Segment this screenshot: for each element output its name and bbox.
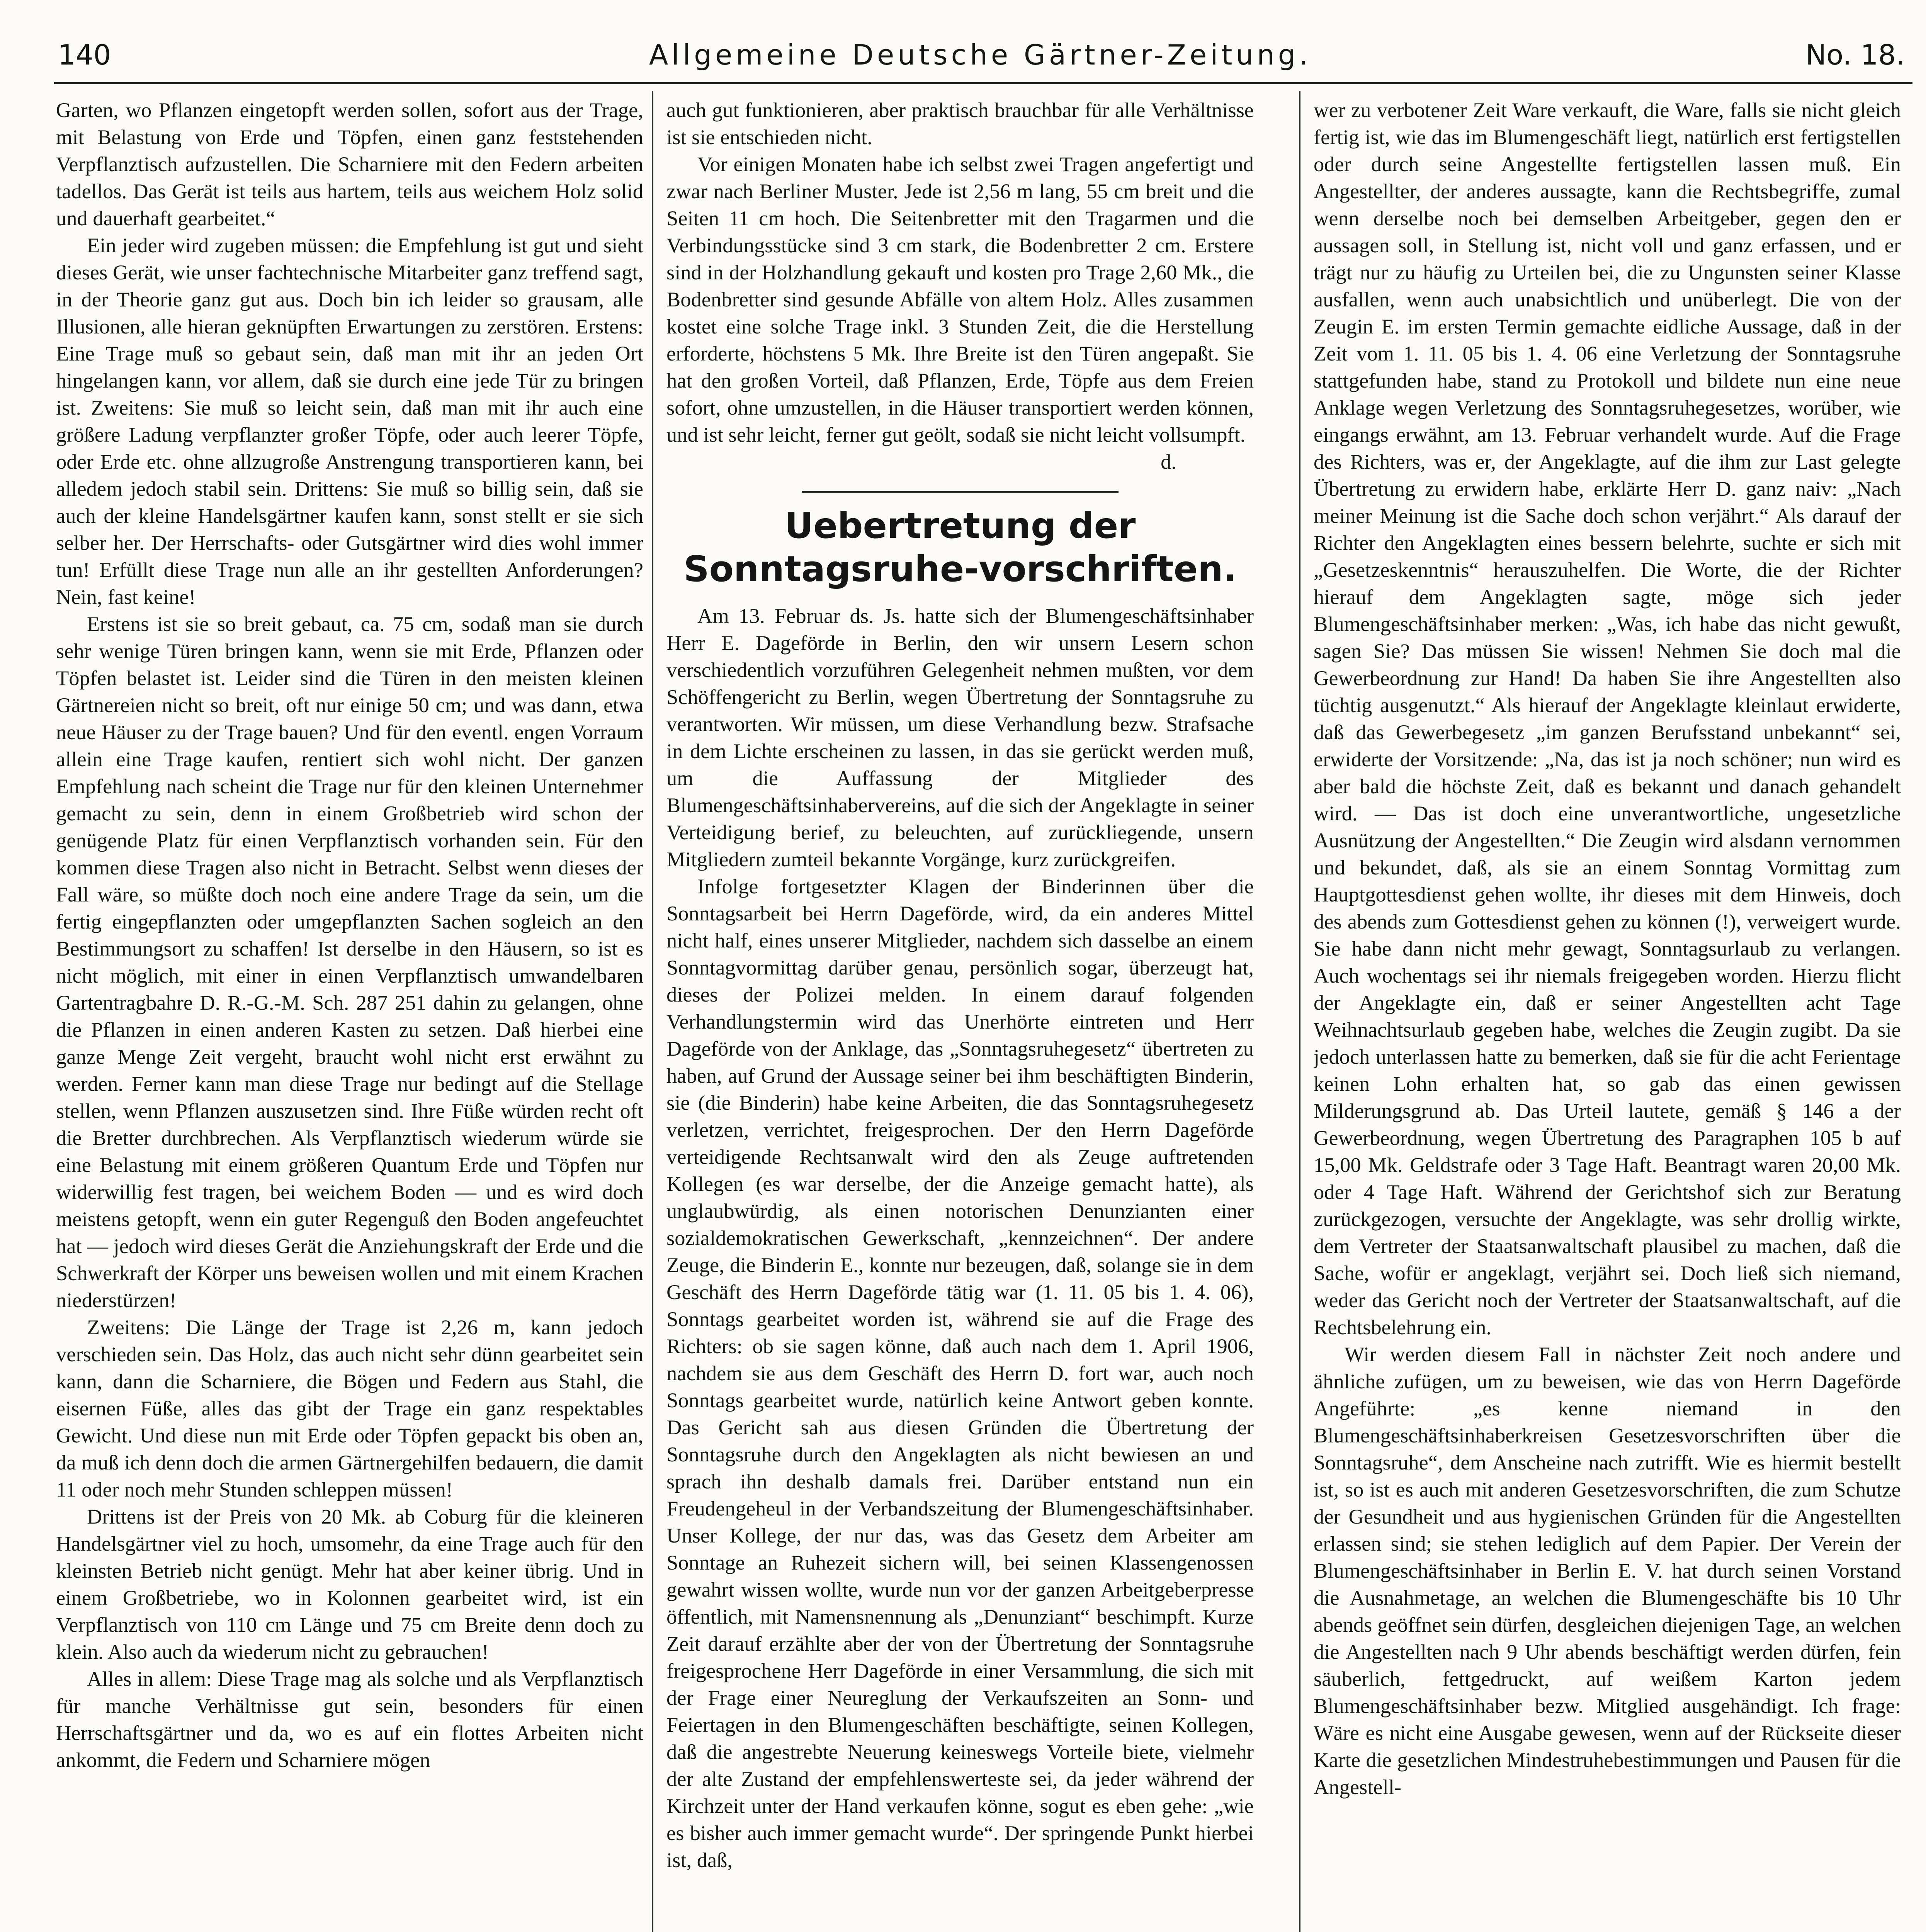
paragraph: Drittens ist der Preis von 20 Mk. ab Coburg für die kleineren Handelsgärtner viel zu hoch, umsomehr, da eine Trage auch für den kleinsten Betrieb nicht genügt. Mehr hat aber keiner übrig. Und in einem Großbetriebe, wo in Kolonnen gearbeitet wird, ist ein Verpflanztisch von 110 cm Länge und 75 cm Breite denn doch zu klein. Also auch da wiederum nicht zu gebrauchen! bbox=[56, 1505, 643, 1663]
issue-number: No. 18. bbox=[1805, 39, 1905, 71]
column-2 bbox=[666, 97, 1254, 1932]
paragraph: Vor einigen Monaten habe ich selbst zwei Tragen angefertigt und zwar nach Berliner Muster. Jede ist 2,56 m lang, 55 cm breit und die Seiten 11 cm hoch. Die Seitenbretter mit den Tragarmen und die Verbindungsstücke sind 3 cm stark, die Bodenbretter 2 cm. Erstere sind in der Holzhandlung gekauft und kosten pro Trage 2,60 Mk., die Bodenbretter sind gesunde Abfälle von altem Holz. Alles zusammen kostet eine solche Trage inkl. 3 Stunden Zeit, die die Herstellung erforderte, höchstens 5 Mk. Ihre Breite ist den Türen angepaßt. Sie hat den großen Vorteil, daß Pflanzen, Erde, Töpfe aus dem Freien sofort, ohne umzustellen, in die Häuser transportiert werden können, und ist sehr leicht, ferner gut geölt, sodaß sie nicht leicht vollsumpft. bbox=[666, 152, 1254, 446]
column-divider-right bbox=[1299, 91, 1300, 1932]
paragraph: Alles in allem: Diese Trage mag als solche und als Verpflanztisch für manche Verhältnisse gut sein, besonders für einen Herrschaftsgärtner und da, wo es auf ein flottes Arbeiten nicht ankommt, die Federn und Scharniere mögen bbox=[56, 1667, 643, 1772]
paragraph: auch gut funktionieren, aber praktisch brauchbar für alle Verhältnisse ist sie entschieden nicht. bbox=[666, 98, 1254, 149]
column-1 bbox=[56, 97, 643, 1932]
header-rule bbox=[54, 82, 1912, 84]
paragraph: Zweitens: Die Länge der Trage ist 2,26 m, kann jedoch verschieden sein. Das Holz, das auch nicht sehr dünn gearbeitet sein kann, dann die Scharniere, die Bögen und Federn aus Stahl, die eisernen Füße, alles das gibt der Trage ein ganz respektables Gewicht. Und diese nun mit Erde oder Töpfen gepackt bis oben an, da muß ich denn doch die armen Gärtnergehilfen bedauern, die damit 11 oder noch mehr Stunden schleppen müssen! bbox=[56, 1315, 643, 1501]
column-3 bbox=[1314, 97, 1901, 1932]
page-header bbox=[54, 23, 1912, 81]
paragraph: wer zu verbotener Zeit Ware verkauft, die Ware, falls sie nicht gleich fertig ist, wie das im Blumengeschäft liegt, natürlich erst fertigstellen oder durch seine Angestellte fertigstellen lassen muß. Ein Angestellter, der anderes aussagte, kann die Rechtsbegriffe, zumal wenn derselbe noch bei demselben Arbeitgeber, gegen den er aussagen soll, in Stellung ist, nicht voll und ganz erfassen, und er trägt nur zu häufig zu Urteilen bei, die zu Ungunsten seiner Klasse ausfallen, wenn auch unabsichtlich und unüberlegt. Die von der Zeugin E. im ersten Termin gemachte eidliche Aussage, daß in der Zeit vom 1. 11. 05 bis 1. 4. 06 eine Verletzung der Sonntagsruhe stattgefunden habe, stand zu Protokoll und bildete nun eine neue Anklage wegen Verletzung des Sonntagsruhegesetzes, worüber, wie eingangs erwähnt, am 13. Februar verhandelt wurde. Auf die Frage des Richters, was er, der Angeklagte, auf die ihm zur Last gelegte Übertretung zu erwidern habe, erklärte Herr D. ganz naiv: „Nach meiner Meinung ist die Sache doch schon verjährt.“ Als darauf der Richter den Angeklagten eines bessern belehrte, suchte er sich mit „Gesetzeskenntnis“ herauszuhelfen. Die Worte, die der Richter hierauf dem Angeklagten sagte, möge sich jeder Blumengeschäftsinhaber merken: „Was, ich habe das nicht gewußt, sagen Sie? Das müssen Sie wissen! Nehmen Sie doch mal die Gewerbeordnung zur Hand! Da haben Sie ihre Angestellten also tüchtig ausgenutzt.“ Als hierauf der Angeklagte kleinlaut erwiderte, daß das Gewerbegesetz „im ganzen Berufsstand unbekannt“ sei, erwiderte der Vorsitzende: „Na, das ist ja noch schöner; nun wird es aber bald die höchste Zeit, daß es bekannt und danach gehandelt wird. — Das ist doch eine unverantwortliche, ungesetzliche Ausnützung der Angestellten.“ Die Zeugin wird alsdann vernommen und bekundet, daß, als sie an einem Sonntag Vormittag zum Hauptgottesdienst gehen wollte, ihr dieses mit dem Hinweis, doch des abends zum Gottesdienst gehen zu können (!), verweigert wurde. Sie habe dann nicht mehr gewagt, Sonntagsurlaub zu verlangen. Auch wochentags sei ihr niemals freigegeben worden. Hierzu flicht der Angeklagte ein, daß er seiner Angestellten acht Tage Weihnachtsurlaub gegeben habe, welches die Zeugin zugibt. Da sie jedoch unterlassen hatte zu bemerken, daß sie für die acht Ferientage keinen Lohn erhalten hat, so gab das einen gewissen Milderungsgrund ab. Das Urteil lautete, gemäß § 146 a der Gewerbeordnung, wegen Übertretung des Paragraphen 105 b auf 15,00 Mk. Geldstrafe oder 3 Tage Haft. Beantragt waren 20,00 Mk. oder 4 Tage Haft. Während der Gerichtshof sich zur Beratung zurückgezogen, versuchte der Angeklagte, was sehr drollig wirkte, dem Vertreter der Staatsanwaltschaft plausibel zu machen, daß die Sache, wofür er angeklagt, verjährt sei. Doch ließ sich niemand, weder das Gericht noch der Vertreter der Staatsanwaltschaft, auf die Rechtsbelehrung ein. bbox=[1314, 98, 1901, 1339]
paragraph: Garten, wo Pflanzen eingetopft werden sollen, sofort aus der Trage, mit Belastung von Erde und Töpfen, einen ganz feststehenden Verpflanztisch aufzustellen. Die Scharniere mit den Federn arbeiten tadellos. Das Gerät ist teils aus hartem, teils aus weichem Holz solid und dauerhaft gearbeitet.“ bbox=[56, 98, 643, 230]
newspaper-title: Allgemeine Deutsche Gärtner-Zeitung. bbox=[649, 39, 1312, 71]
paragraph: Am 13. Februar ds. Js. hatte sich der Blumengeschäftsinhaber Herr E. Dageförde in Berlin, den wir unsern Lesern schon verschiedentlich vorzuführen Gelegenheit nehmen mußten, vor dem Schöffengericht zu Berlin, wegen Übertretung der Sonntagsruhe zu verantworten. Wir müssen, um diese Verhandlung bezw. Strafsache in dem Lichte erscheinen zu lassen, in das sie gerückt werden muß, um die Auffassung der Mitglieder des Blumengeschäftsinhabervereins, auf die sich der Angeklagte in seiner Verteidigung berief, zu beleuchten, auf zurückliegende, unsern Mitgliedern zumteil bekannte Vorgänge, kurz zurückgreifen. bbox=[666, 604, 1254, 871]
author-signature: d. bbox=[1161, 450, 1176, 473]
paragraph: Ein jeder wird zugeben müssen: die Empfehlung ist gut und sieht dieses Gerät, wie unser fachtechnische Mitarbeiter ganz treffend sagt, in der Theorie ganz gut aus. Doch bin ich leider so grausam, alle Illusionen, alle hieran geknüpften Erwartungen zu zerstören. Erstens: Eine Trage muß so gebaut sein, daß man mit ihr an jeden Ort hingelangen kann, vor allem, daß sie durch eine jede Tür zu bringen ist. Zweitens: Sie muß so leicht sein, daß man mit ihr auch eine größere Ladung verpflanzter großer Töpfe, oder auch leerer Töpfe, oder Erde etc. ohne allzugroße Anstrengung transportieren kann, bei alledem jedoch stabil sein. Drittens: Sie muß so billig sein, daß sie auch der kleine Handelsgärtner kaufen kann, sonst stellt er sie sich selber her. Der Herrschafts- oder Gutsgärtner wird dies wohl immer tun! Erfüllt diese Trage nun alle an ihr gestellten Anforderungen? Nein, fast keine! bbox=[56, 233, 643, 609]
page-number: 140 bbox=[58, 39, 111, 71]
article-separator bbox=[802, 491, 1119, 493]
paragraph: Wir werden diesem Fall in nächster Zeit noch andere und ähnliche zufügen, um zu beweisen, wie das von Herrn Dageförde Angeführte: „es kenne niemand in den Blumengeschäftsinhaberkreisen Gesetzesvorschriften über die Sonntagsruhe“, dem Anscheine nach zutrifft. Wie es hiermit bestellt ist, so ist es auch mit anderen Gesetzesvorschriften, die zum Schutze der Gesundheit und aus hygienischen Gründen für die Angestellten erlassen sind; sie stehen lediglich auf dem Papier. Der Verein der Blumengeschäftsinhaber in Berlin E. V. hat durch seinen Vorstand die Ausnahmetage, an welchen die Blumengeschäfte bis 10 Uhr abends geöffnet sein dürfen, desgleichen diejenigen Tage, an welchen die Angestellten nach 9 Uhr abends beschäftigt werden dürfen, fein säuberlich, fettgedruckt, auf weißem Karton jedem Blumengeschäftsinhaber bezw. Mitglied ausgehändigt. Ich frage: Wäre es nicht eine Ausgabe gewesen, wenn auf der Rückseite dieser Karte die gesetzlichen Mindestruhebestimmungen und Pausen für die Angestell- bbox=[1314, 1342, 1901, 1799]
paragraph: Infolge fortgesetzter Klagen der Binderinnen über die Sonntagsarbeit bei Herrn Dageförde, wird, da ein anderes Mittel nicht half, eines unserer Mitglieder, nachdem sich dasselbe an einem Sonntagvormittag darüber genau, persönlich sogar, überzeugt hat, dieses der Polizei melden. In einem darauf folgenden Verhandlungstermin wird das Unerhörte eintreten und Herr Dageförde von der Anklage, das „Sonntagsruhegesetz“ übertreten zu haben, auf Grund der Aussage seiner bei ihm beschäftigten Binderin, sie (die Binderin) habe keine Arbeiten, die das Sonntagsruhegesetz verletzen, verrichtet, freigesprochen. Der den Herrn Dageförde verteidigende Rechtsanwalt wird den als Zeuge auftretenden Kollegen (es war derselbe, der die Anzeige gemacht hatte), als unglaubwürdig, als einen notorischen Denunzianten einer sozialdemokratischen Gewerkschaft, „kennzeichnen“. Der andere Zeuge, die Binderin E., konnte nur bezeugen, daß, solange sie in dem Geschäft des Herrn Dageförde tätig war (1. 11. 05 bis 1. 4. 06), Sonntags gearbeitet worden ist, während sie auf die Frage des Richters: ob sie sagen könne, daß auch nach dem 1. April 1906, nachdem sie aus dem Geschäft des Herrn D. fort war, auch noch Sonntags gearbeitet wurde, natürlich keine Antwort geben konnte. Das Gericht sah aus diesen Gründen die Übertretung der Sonntagsruhe durch den Angeklagten als nicht bewiesen an und sprach ihn deshalb damals frei. Darüber entstand nun ein Freudengeheul in der Verbandszeitung der Blumengeschäftsinhaber. Unser Kollege, der nur das, was das Gesetz dem Arbeiter am Sonntage an Ruhezeit sichern will, bei seinen Klassengenossen gewahrt wissen wollte, wurde nun vor der ganzen Arbeitgeberpresse öffentlich, mit Namensnennung als „Denunziant“ beschimpft. Kurze Zeit darauf erzählte aber der von der Übertretung der Sonntagsruhe freigesprochene Herr Dageförde in einer Versammlung, die sich mit der Frage einer Neureglung der Verkaufszeiten an Sonn- und Feiertagen in den Blumengeschäften beschäftigte, seinen Kollegen, daß die angestrebte Neuerung keineswegs Vorteile biete, vielmehr der alte Zustand der empfehlenswerteste sei, da jeder während der Kirchzeit unter der Hand verkaufen könne, sogut es eben gehe: „wie es bisher auch immer gemacht wurde“. Der springende Punkt hierbei ist, daß, bbox=[666, 874, 1254, 1872]
paragraph: Erstens ist sie so breit gebaut, ca. 75 cm, sodaß man sie durch sehr wenige Türen bringen kann, wenn sie mit Erde, Pflanzen oder Töpfen belastet ist. Leider sind die Türen in den meisten kleinen Gärtnereien nicht so breit, oft nur einige 50 cm; und was dann, etwa neue Häuser zu der Trage bauen? Und für den eventl. engen Vorraum allein eine Trage kaufen, rentiert sich wohl nicht. Der ganzen Empfehlung nach scheint die Trage nur für den kleinen Unternehmer gemacht zu sein, denn in einem Großbetrieb wird schon der genügende Platz für einen Verpflanztisch vorhanden sein. Für den kommen diese Tragen also nicht in Betracht. Selbst wenn dieses der Fall wäre, so müßte doch noch eine andere Trage da sein, um die fertig eingepflanzten oder umgepflanzten Sachen sogleich an den Bestimmungsort zu schaffen! Ist derselbe in den Häusern, so ist es nicht möglich, mit einer in einen Verpflanztisch umwandelbaren Gartentragbahre D. R.-G.-M. Sch. 287 251 dahin zu gelangen, ohne die Pflanzen in einen anderen Kasten zu setzen. Daß hierbei eine ganze Menge Zeit vergeht, braucht wohl nicht erst erwähnt zu werden. Ferner kann man diese Trage nur bedingt auf die Stellage stellen, wenn Pflanzen auszusetzen sind. Ihre Füße würden recht oft die Bretter durchbrechen. Als Verpflanztisch wiederum würde sie eine Belastung mit einem größeren Quantum Erde und Töpfen nur widerwillig fest tragen, bei weichem Boden — und es wird doch meistens getopft, wenn ein guter Regenguß den Boden angefeuchtet hat — jedoch wird dieses Gerät die Anziehungskraft der Erde und die Schwerkraft der Körper uns beweisen wollen und mit einem Krachen niederstürzen! bbox=[56, 612, 643, 1312]
column-divider-left bbox=[652, 91, 653, 1932]
article-title: Uebertretung der Sonntagsruhe-vorschriften. bbox=[683, 505, 1237, 590]
